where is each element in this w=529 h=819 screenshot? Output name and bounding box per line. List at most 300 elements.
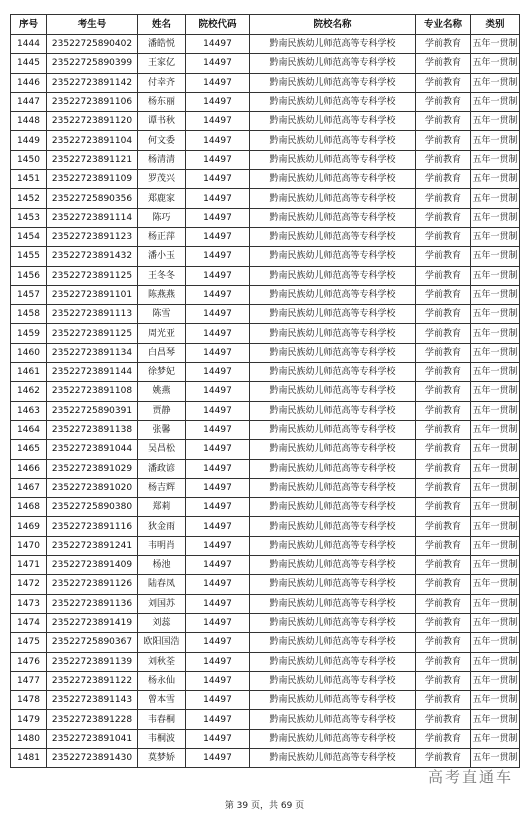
cell-school-code: 14497 (186, 150, 250, 169)
table-row (11, 691, 520, 710)
cell-name: 陆春凤 (138, 575, 186, 594)
cell-category: 五年一贯制 (471, 208, 520, 227)
cell-name: 潘小玉 (138, 247, 186, 266)
cell-school-name: 黔南民族幼儿师范高等专科学校 (250, 305, 416, 324)
cell-category: 五年一贯制 (471, 575, 520, 594)
cell-name: 姚燕 (138, 382, 186, 401)
cell-category: 五年一贯制 (471, 498, 520, 517)
cell-school-name: 黔南民族幼儿师范高等专科学校 (250, 227, 416, 246)
cell-school-code: 14497 (186, 73, 250, 92)
cell-category: 五年一贯制 (471, 517, 520, 536)
cell-major: 学前教育 (416, 170, 471, 189)
header-name: 姓名 (138, 15, 186, 35)
table-row (11, 459, 520, 478)
cell-school-code: 14497 (186, 710, 250, 729)
cell-seq: 1461 (11, 363, 47, 382)
cell-school-name: 黔南民族幼儿师范高等专科学校 (250, 556, 416, 575)
cell-category: 五年一贯制 (471, 363, 520, 382)
cell-exam-id: 23522723891108 (47, 382, 138, 401)
cell-major: 学前教育 (416, 343, 471, 362)
cell-school-name: 黔南民族幼儿师范高等专科学校 (250, 266, 416, 285)
table-row (11, 54, 520, 73)
cell-school-name: 黔南民族幼儿师范高等专科学校 (250, 517, 416, 536)
cell-name: 杨池 (138, 556, 186, 575)
table-body (11, 35, 520, 768)
cell-exam-id: 23522723891113 (47, 305, 138, 324)
cell-major: 学前教育 (416, 208, 471, 227)
cell-school-code: 14497 (186, 285, 250, 304)
cell-name: 潘皓悦 (138, 35, 186, 54)
cell-school-code: 14497 (186, 652, 250, 671)
cell-category: 五年一贯制 (471, 266, 520, 285)
cell-school-code: 14497 (186, 54, 250, 73)
cell-school-name: 黔南民族幼儿师范高等专科学校 (250, 73, 416, 92)
cell-category: 五年一贯制 (471, 112, 520, 131)
cell-category: 五年一贯制 (471, 478, 520, 497)
table-row (11, 73, 520, 92)
cell-school-code: 14497 (186, 35, 250, 54)
cell-seq: 1458 (11, 305, 47, 324)
header-exam-id: 考生号 (47, 15, 138, 35)
cell-school-name: 黔南民族幼儿师范高等专科学校 (250, 382, 416, 401)
cell-school-name: 黔南民族幼儿师范高等专科学校 (250, 729, 416, 748)
cell-school-code: 14497 (186, 691, 250, 710)
cell-exam-id: 23522723891029 (47, 459, 138, 478)
cell-name: 白昌琴 (138, 343, 186, 362)
cell-category: 五年一贯制 (471, 343, 520, 362)
cell-name: 付幸齐 (138, 73, 186, 92)
cell-name: 狄金雨 (138, 517, 186, 536)
cell-name: 杨东丽 (138, 92, 186, 111)
cell-name: 刘蕊 (138, 613, 186, 632)
cell-exam-id: 23522725890391 (47, 401, 138, 420)
table-row (11, 227, 520, 246)
cell-name: 王家亿 (138, 54, 186, 73)
cell-name: 杨永仙 (138, 671, 186, 690)
cell-school-code: 14497 (186, 266, 250, 285)
cell-major: 学前教育 (416, 691, 471, 710)
cell-exam-id: 23522723891123 (47, 227, 138, 246)
cell-exam-id: 23522723891122 (47, 671, 138, 690)
header-seq: 序号 (11, 15, 47, 35)
table-row (11, 652, 520, 671)
cell-major: 学前教育 (416, 556, 471, 575)
cell-school-code: 14497 (186, 324, 250, 343)
cell-school-name: 黔南民族幼儿师范高等专科学校 (250, 343, 416, 362)
cell-category: 五年一贯制 (471, 285, 520, 304)
cell-major: 学前教育 (416, 35, 471, 54)
table-row (11, 285, 520, 304)
table-row (11, 536, 520, 555)
table-row (11, 710, 520, 729)
cell-seq: 1448 (11, 112, 47, 131)
table-row (11, 613, 520, 632)
table-row (11, 112, 520, 131)
table-row (11, 517, 520, 536)
cell-major: 学前教育 (416, 575, 471, 594)
cell-name: 韦明肖 (138, 536, 186, 555)
cell-school-code: 14497 (186, 575, 250, 594)
table-row (11, 343, 520, 362)
cell-exam-id: 23522723891430 (47, 748, 138, 767)
cell-major: 学前教育 (416, 594, 471, 613)
cell-seq: 1467 (11, 478, 47, 497)
cell-school-code: 14497 (186, 208, 250, 227)
page-footer: 第 39 页，共 69 页 (224, 801, 305, 811)
cell-seq: 1474 (11, 613, 47, 632)
cell-category: 五年一贯制 (471, 150, 520, 169)
cell-name: 陈燕燕 (138, 285, 186, 304)
cell-exam-id: 23522725890356 (47, 189, 138, 208)
cell-seq: 1478 (11, 691, 47, 710)
cell-exam-id: 23522725890380 (47, 498, 138, 517)
cell-name: 欧阳国浩 (138, 633, 186, 652)
cell-school-code: 14497 (186, 92, 250, 111)
header-category: 类别 (471, 15, 520, 35)
cell-exam-id: 23522725890367 (47, 633, 138, 652)
cell-name: 潘政谚 (138, 459, 186, 478)
cell-school-code: 14497 (186, 363, 250, 382)
cell-school-name: 黔南民族幼儿师范高等专科学校 (250, 671, 416, 690)
cell-exam-id: 23522723891120 (47, 112, 138, 131)
cell-seq: 1451 (11, 170, 47, 189)
cell-major: 学前教育 (416, 459, 471, 478)
table-row (11, 266, 520, 285)
cell-category: 五年一贯制 (471, 691, 520, 710)
cell-seq: 1450 (11, 150, 47, 169)
table-row (11, 401, 520, 420)
cell-major: 学前教育 (416, 305, 471, 324)
cell-exam-id: 23522723891139 (47, 652, 138, 671)
cell-category: 五年一贯制 (471, 440, 520, 459)
table-row (11, 671, 520, 690)
cell-category: 五年一贯制 (471, 594, 520, 613)
table-row (11, 498, 520, 517)
cell-exam-id: 23522723891125 (47, 324, 138, 343)
cell-exam-id: 23522723891143 (47, 691, 138, 710)
cell-school-name: 黔南民族幼儿师范高等专科学校 (250, 710, 416, 729)
cell-name: 韦春桐 (138, 710, 186, 729)
cell-major: 学前教育 (416, 247, 471, 266)
cell-name: 刘国苏 (138, 594, 186, 613)
table-row (11, 478, 520, 497)
table-row (11, 420, 520, 439)
cell-category: 五年一贯制 (471, 652, 520, 671)
cell-exam-id: 23522723891136 (47, 594, 138, 613)
cell-seq: 1473 (11, 594, 47, 613)
cell-seq: 1480 (11, 729, 47, 748)
cell-seq: 1447 (11, 92, 47, 111)
table-row (11, 556, 520, 575)
table-row (11, 575, 520, 594)
cell-school-code: 14497 (186, 459, 250, 478)
cell-major: 学前教育 (416, 189, 471, 208)
cell-exam-id: 23522723891228 (47, 710, 138, 729)
cell-exam-id: 23522725890402 (47, 35, 138, 54)
cell-school-code: 14497 (186, 420, 250, 439)
cell-seq: 1462 (11, 382, 47, 401)
cell-exam-id: 23522723891126 (47, 575, 138, 594)
cell-exam-id: 23522723891142 (47, 73, 138, 92)
cell-exam-id: 23522723891419 (47, 613, 138, 632)
cell-name: 杨清清 (138, 150, 186, 169)
table-row (11, 305, 520, 324)
table-row (11, 92, 520, 111)
cell-name: 徐梦妃 (138, 363, 186, 382)
cell-name: 陈巧 (138, 208, 186, 227)
cell-name: 陈雪 (138, 305, 186, 324)
cell-category: 五年一贯制 (471, 324, 520, 343)
cell-school-name: 黔南民族幼儿师范高等专科学校 (250, 170, 416, 189)
cell-category: 五年一贯制 (471, 54, 520, 73)
bottom-watermark: 高考直通车 (427, 768, 513, 786)
cell-category: 五年一贯制 (471, 556, 520, 575)
cell-school-name: 黔南民族幼儿师范高等专科学校 (250, 92, 416, 111)
cell-seq: 1475 (11, 633, 47, 652)
cell-name: 杨吉辉 (138, 478, 186, 497)
cell-school-code: 14497 (186, 247, 250, 266)
cell-school-code: 14497 (186, 613, 250, 632)
cell-school-code: 14497 (186, 633, 250, 652)
cell-school-code: 14497 (186, 748, 250, 767)
cell-category: 五年一贯制 (471, 247, 520, 266)
cell-school-name: 黔南民族幼儿师范高等专科学校 (250, 575, 416, 594)
cell-category: 五年一贯制 (471, 227, 520, 246)
cell-major: 学前教育 (416, 633, 471, 652)
cell-seq: 1469 (11, 517, 47, 536)
cell-school-name: 黔南民族幼儿师范高等专科学校 (250, 498, 416, 517)
cell-category: 五年一贯制 (471, 420, 520, 439)
cell-seq: 1454 (11, 227, 47, 246)
cell-major: 学前教育 (416, 478, 471, 497)
cell-name: 贾静 (138, 401, 186, 420)
cell-exam-id: 23522725890399 (47, 54, 138, 73)
cell-seq: 1446 (11, 73, 47, 92)
cell-seq: 1460 (11, 343, 47, 362)
cell-seq: 1463 (11, 401, 47, 420)
cell-name: 王冬冬 (138, 266, 186, 285)
cell-exam-id: 23522723891041 (47, 729, 138, 748)
cell-major: 学前教育 (416, 363, 471, 382)
cell-major: 学前教育 (416, 112, 471, 131)
cell-name: 何文委 (138, 131, 186, 150)
cell-exam-id: 23522723891020 (47, 478, 138, 497)
cell-school-code: 14497 (186, 401, 250, 420)
cell-school-name: 黔南民族幼儿师范高等专科学校 (250, 324, 416, 343)
cell-school-name: 黔南民族幼儿师范高等专科学校 (250, 613, 416, 632)
cell-school-code: 14497 (186, 556, 250, 575)
cell-seq: 1457 (11, 285, 47, 304)
cell-exam-id: 23522723891104 (47, 131, 138, 150)
cell-major: 学前教育 (416, 440, 471, 459)
cell-category: 五年一贯制 (471, 633, 520, 652)
table-row (11, 208, 520, 227)
cell-exam-id: 23522723891125 (47, 266, 138, 285)
cell-name: 吴昌松 (138, 440, 186, 459)
header-major: 专业名称 (416, 15, 471, 35)
cell-category: 五年一贯制 (471, 671, 520, 690)
cell-school-name: 黔南民族幼儿师范高等专科学校 (250, 247, 416, 266)
cell-major: 学前教育 (416, 266, 471, 285)
cell-school-code: 14497 (186, 498, 250, 517)
cell-category: 五年一贯制 (471, 305, 520, 324)
cell-major: 学前教育 (416, 73, 471, 92)
cell-exam-id: 23522723891144 (47, 363, 138, 382)
cell-major: 学前教育 (416, 517, 471, 536)
cell-school-code: 14497 (186, 536, 250, 555)
cell-category: 五年一贯制 (471, 710, 520, 729)
cell-exam-id: 23522723891114 (47, 208, 138, 227)
cell-seq: 1459 (11, 324, 47, 343)
cell-school-name: 黔南民族幼儿师范高等专科学校 (250, 285, 416, 304)
cell-school-name: 黔南民族幼儿师范高等专科学校 (250, 748, 416, 767)
cell-seq: 1477 (11, 671, 47, 690)
cell-school-code: 14497 (186, 343, 250, 362)
cell-major: 学前教育 (416, 498, 471, 517)
cell-exam-id: 23522723891121 (47, 150, 138, 169)
cell-school-name: 黔南民族幼儿师范高等专科学校 (250, 594, 416, 613)
cell-school-code: 14497 (186, 729, 250, 748)
cell-category: 五年一贯制 (471, 189, 520, 208)
header-school-name: 院校名称 (250, 15, 416, 35)
cell-exam-id: 23522723891116 (47, 517, 138, 536)
cell-school-name: 黔南民族幼儿师范高等专科学校 (250, 189, 416, 208)
cell-school-code: 14497 (186, 131, 250, 150)
cell-seq: 1445 (11, 54, 47, 73)
cell-category: 五年一贯制 (471, 536, 520, 555)
cell-seq: 1453 (11, 208, 47, 227)
cell-major: 学前教育 (416, 420, 471, 439)
table-row (11, 35, 520, 54)
table-row (11, 363, 520, 382)
table-row (11, 594, 520, 613)
cell-major: 学前教育 (416, 710, 471, 729)
cell-school-code: 14497 (186, 594, 250, 613)
cell-school-code: 14497 (186, 671, 250, 690)
cell-school-name: 黔南民族幼儿师范高等专科学校 (250, 691, 416, 710)
cell-category: 五年一贯制 (471, 729, 520, 748)
cell-seq: 1452 (11, 189, 47, 208)
cell-category: 五年一贯制 (471, 401, 520, 420)
cell-exam-id: 23522723891409 (47, 556, 138, 575)
table-row (11, 131, 520, 150)
cell-school-code: 14497 (186, 189, 250, 208)
cell-school-name: 黔南民族幼儿师范高等专科学校 (250, 420, 416, 439)
cell-major: 学前教育 (416, 652, 471, 671)
cell-name: 周光亚 (138, 324, 186, 343)
cell-category: 五年一贯制 (471, 613, 520, 632)
cell-category: 五年一贯制 (471, 382, 520, 401)
cell-school-code: 14497 (186, 305, 250, 324)
cell-school-name: 黔南民族幼儿师范高等专科学校 (250, 459, 416, 478)
cell-major: 学前教育 (416, 613, 471, 632)
cell-exam-id: 23522723891241 (47, 536, 138, 555)
cell-major: 学前教育 (416, 150, 471, 169)
cell-major: 学前教育 (416, 748, 471, 767)
cell-seq: 1470 (11, 536, 47, 555)
cell-seq: 1476 (11, 652, 47, 671)
cell-seq: 1464 (11, 420, 47, 439)
cell-seq: 1472 (11, 575, 47, 594)
cell-major: 学前教育 (416, 382, 471, 401)
cell-category: 五年一贯制 (471, 35, 520, 54)
table-row (11, 382, 520, 401)
admission-table (10, 14, 520, 768)
cell-seq: 1468 (11, 498, 47, 517)
cell-category: 五年一贯制 (471, 73, 520, 92)
cell-seq: 1455 (11, 247, 47, 266)
cell-category: 五年一贯制 (471, 459, 520, 478)
cell-seq: 1466 (11, 459, 47, 478)
cell-category: 五年一贯制 (471, 748, 520, 767)
cell-category: 五年一贯制 (471, 131, 520, 150)
table-row (11, 189, 520, 208)
cell-school-name: 黔南民族幼儿师范高等专科学校 (250, 208, 416, 227)
cell-seq: 1471 (11, 556, 47, 575)
cell-seq: 1449 (11, 131, 47, 150)
cell-school-code: 14497 (186, 517, 250, 536)
cell-major: 学前教育 (416, 54, 471, 73)
cell-school-name: 黔南民族幼儿师范高等专科学校 (250, 633, 416, 652)
cell-name: 杨正萍 (138, 227, 186, 246)
cell-name: 莫梦娇 (138, 748, 186, 767)
cell-major: 学前教育 (416, 729, 471, 748)
cell-exam-id: 23522723891138 (47, 420, 138, 439)
table-row (11, 440, 520, 459)
cell-school-name: 黔南民族幼儿师范高等专科学校 (250, 440, 416, 459)
cell-major: 学前教育 (416, 324, 471, 343)
cell-school-name: 黔南民族幼儿师范高等专科学校 (250, 112, 416, 131)
cell-school-name: 黔南民族幼儿师范高等专科学校 (250, 536, 416, 555)
cell-major: 学前教育 (416, 131, 471, 150)
cell-seq: 1465 (11, 440, 47, 459)
cell-school-name: 黔南民族幼儿师范高等专科学校 (250, 131, 416, 150)
cell-school-code: 14497 (186, 382, 250, 401)
table-row (11, 633, 520, 652)
cell-school-code: 14497 (186, 478, 250, 497)
cell-name: 谭书秋 (138, 112, 186, 131)
cell-name: 曾本雪 (138, 691, 186, 710)
cell-seq: 1481 (11, 748, 47, 767)
table-row (11, 247, 520, 266)
cell-seq: 1479 (11, 710, 47, 729)
cell-exam-id: 23522723891432 (47, 247, 138, 266)
cell-school-name: 黔南民族幼儿师范高等专科学校 (250, 401, 416, 420)
cell-exam-id: 23522723891044 (47, 440, 138, 459)
table-row (11, 324, 520, 343)
cell-major: 学前教育 (416, 227, 471, 246)
cell-school-name: 黔南民族幼儿师范高等专科学校 (250, 363, 416, 382)
admission-list-sheet (10, 14, 519, 768)
cell-major: 学前教育 (416, 92, 471, 111)
cell-name: 刘秋荃 (138, 652, 186, 671)
cell-name: 韦桐波 (138, 729, 186, 748)
cell-school-name: 黔南民族幼儿师范高等专科学校 (250, 478, 416, 497)
cell-exam-id: 23522723891109 (47, 170, 138, 189)
cell-name: 张馨 (138, 420, 186, 439)
cell-school-code: 14497 (186, 227, 250, 246)
cell-exam-id: 23522723891106 (47, 92, 138, 111)
cell-school-code: 14497 (186, 170, 250, 189)
cell-category: 五年一贯制 (471, 170, 520, 189)
table-header-row (11, 15, 520, 35)
cell-school-code: 14497 (186, 440, 250, 459)
cell-major: 学前教育 (416, 285, 471, 304)
cell-school-code: 14497 (186, 112, 250, 131)
table-row (11, 150, 520, 169)
table-row (11, 170, 520, 189)
header-school-code: 院校代码 (186, 15, 250, 35)
